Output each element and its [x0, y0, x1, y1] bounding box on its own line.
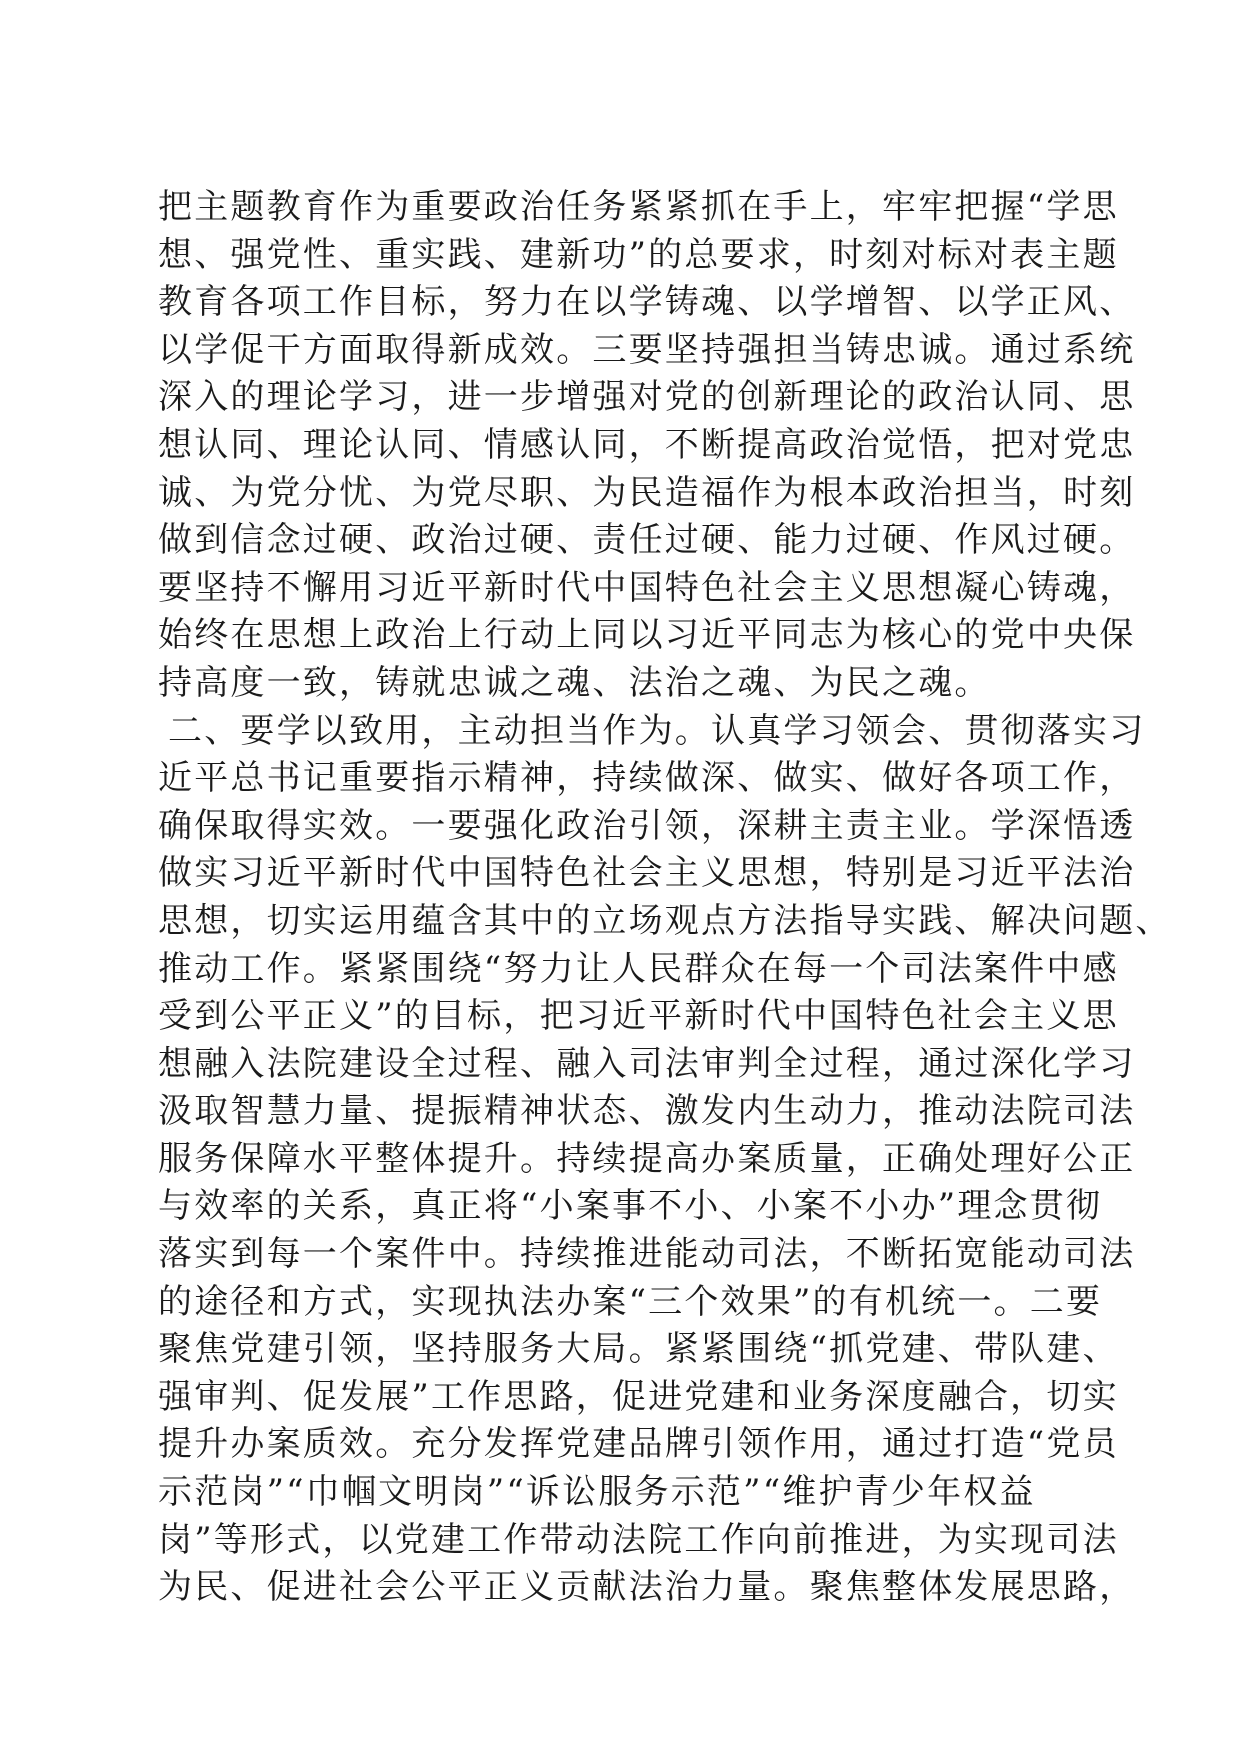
text-line: 想认同、理论认同、情感认同，不断提高政治觉悟，把对党忠 [158, 424, 1136, 465]
text-line: 持高度一致，铸就忠诚之魂、法治之魂、为民之魂。 [158, 662, 991, 703]
text-line: 的途径和方式，实现执法办案“三个效果”的有机统一。二要 [158, 1281, 1103, 1322]
text-line: 服务保障水平整体提升。持续提高办案质量，正确处理好公正 [158, 1138, 1136, 1179]
text-line: 深入的理论学习，进一步增强对党的创新理论的政治认同、思 [158, 377, 1136, 418]
text-line: 受到公平正义”的目标，把习近平新时代中国特色社会主义思 [158, 996, 1119, 1037]
text-line: 示范岗”“巾帼文明岗”“诉讼服务示范”“维护青少年权益 [158, 1472, 1036, 1513]
text-line: 汲取智慧力量、提振精神状态、激发内生动力，推动法院司法 [158, 1091, 1136, 1132]
text-line: 做到信念过硬、政治过硬、责任过硬、能力过硬、作风过硬。 [158, 520, 1136, 561]
text-line: 岗”等形式，以党建工作带动法院工作向前推进，为实现司法 [158, 1519, 1119, 1560]
text-line: 思想，切实运用蕴含其中的立场观点方法指导实践、解决问题、 [158, 900, 1172, 941]
text-line: 想融入法院建设全过程、融入司法审判全过程，通过深化学习 [158, 1043, 1136, 1084]
body-text [158, 184, 1172, 1612]
text-line: 做实习近平新时代中国特色社会主义思想，特别是习近平法治 [158, 853, 1136, 894]
text-line: 与效率的关系，真正将“小案事不小、小案不小办”理念贯彻 [158, 1186, 1103, 1227]
text-line: 落实到每一个案件中。持续推进能动司法，不断拓宽能动司法 [158, 1234, 1136, 1275]
text-line: 提升办案质效。充分发挥党建品牌引领作用，通过打造“党员 [158, 1424, 1119, 1465]
text-line: 教育各项工作目标，努力在以学铸魂、以学增智、以学正风、 [158, 282, 1136, 323]
text-line: 诚、为党分忧、为党尽职、为民造福作为根本政治担当，时刻 [158, 472, 1136, 513]
text-line: 近平总书记重要指示精神，持续做深、做实、做好各项工作， [158, 758, 1136, 799]
text-line: 把主题教育作为重要政治任务紧紧抓在手上，牢牢把握“学思 [158, 187, 1119, 227]
text-line: 确保取得实效。一要强化政治引领，深耕主责主业。学深悟透 [158, 805, 1136, 846]
text-line: 想、强党性、重实践、建新功”的总要求，时刻对标对表主题 [158, 234, 1119, 275]
text-line: 为民、促进社会公平正义贡献法治力量。聚焦整体发展思路， [158, 1567, 1136, 1608]
text-line: 强审判、促发展”工作思路，促进党建和业务深度融合，切实 [158, 1376, 1119, 1417]
text-line: 要坚持不懈用习近平新时代中国特色社会主义思想凝心铸魂， [158, 567, 1136, 608]
text-line: 推动工作。紧紧围绕“努力让人民群众在每一个司法案件中感 [158, 948, 1119, 989]
text-line: 始终在思想上政治上行动上同以习近平同志为核心的党中央保 [158, 615, 1136, 656]
text-line: 以学促干方面取得新成效。三要坚持强担当铸忠诚。通过系统 [158, 329, 1136, 370]
text-line: 聚焦党建引领，坚持服务大局。紧紧围绕“抓党建、带队建、 [158, 1329, 1119, 1370]
section-heading-line: 二、要学以致用，主动担当作为。认真学习领会、贯彻落实习 [168, 710, 1146, 751]
